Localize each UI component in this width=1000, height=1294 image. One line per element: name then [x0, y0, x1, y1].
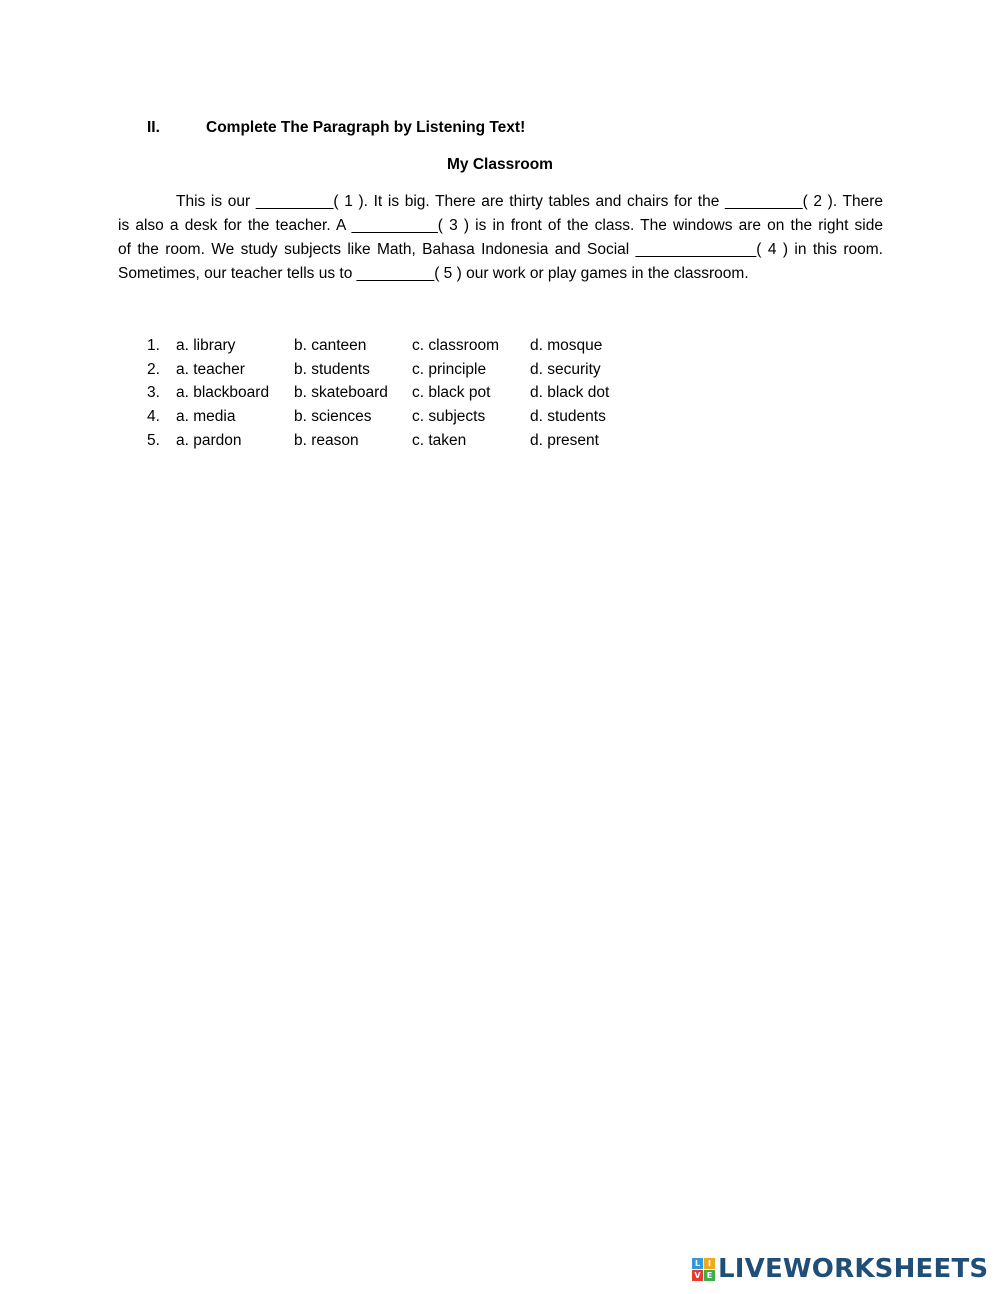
- paragraph-line: is also a desk for the teacher. A __________( 3 ) is in front of the class. The windows are on the right side: [118, 217, 883, 234]
- section-number: II.: [147, 119, 160, 136]
- option-number: 3.: [147, 384, 160, 402]
- option-b[interactable]: b. reason: [294, 431, 359, 449]
- option-number: 2.: [147, 360, 160, 378]
- option-number: 4.: [147, 408, 160, 426]
- option-b[interactable]: b. canteen: [294, 337, 367, 354]
- option-d[interactable]: d. mosque: [530, 337, 603, 354]
- option-a[interactable]: a. pardon: [176, 431, 242, 449]
- option-a[interactable]: a. library: [176, 337, 236, 354]
- logo-letter: V: [692, 1270, 703, 1281]
- paragraph-line: of the room. We study subjects like Math, Bahasa Indonesia and Social ______________( 4 ) in this room.: [118, 241, 883, 258]
- option-a[interactable]: a. blackboard: [176, 384, 270, 402]
- option-c[interactable]: c. taken: [412, 431, 467, 449]
- section-heading: [147, 119, 525, 137]
- page-title: My Classroom: [447, 156, 553, 173]
- option-c[interactable]: c. classroom: [412, 337, 499, 354]
- option-d[interactable]: d. present: [530, 431, 599, 449]
- option-b[interactable]: b. skateboard: [294, 384, 388, 402]
- brand-name: LIVEWORKSHEETS: [718, 1254, 989, 1284]
- logo-letter: L: [692, 1258, 703, 1269]
- option-a[interactable]: a. media: [176, 408, 236, 426]
- option-number: 5.: [147, 431, 160, 449]
- liveworksheets-logo-icon: [692, 1258, 715, 1281]
- option-b[interactable]: b. sciences: [294, 408, 372, 426]
- section-heading-text: Complete The Paragraph by Listening Text!: [206, 119, 526, 136]
- option-d[interactable]: d. students: [530, 408, 606, 426]
- option-number: 1.: [147, 337, 160, 354]
- option-c[interactable]: c. principle: [412, 360, 487, 378]
- option-a[interactable]: a. teacher: [176, 360, 245, 378]
- paragraph-line: This is our _________( 1 ). It is big. There are thirty tables and chairs for the _________( 2 ). There: [176, 193, 883, 210]
- paragraph-line: Sometimes, our teacher tells us to _________( 5 ) our work or play games in the classroom.: [118, 265, 749, 282]
- option-b[interactable]: b. students: [294, 360, 370, 378]
- option-d[interactable]: d. black dot: [530, 384, 610, 402]
- option-c[interactable]: c. subjects: [412, 408, 486, 426]
- logo-letter: I: [704, 1258, 715, 1269]
- logo-letter: E: [704, 1270, 715, 1281]
- option-c[interactable]: c. black pot: [412, 384, 491, 402]
- option-d[interactable]: d. security: [530, 360, 601, 378]
- liveworksheets-brand: [692, 1255, 988, 1283]
